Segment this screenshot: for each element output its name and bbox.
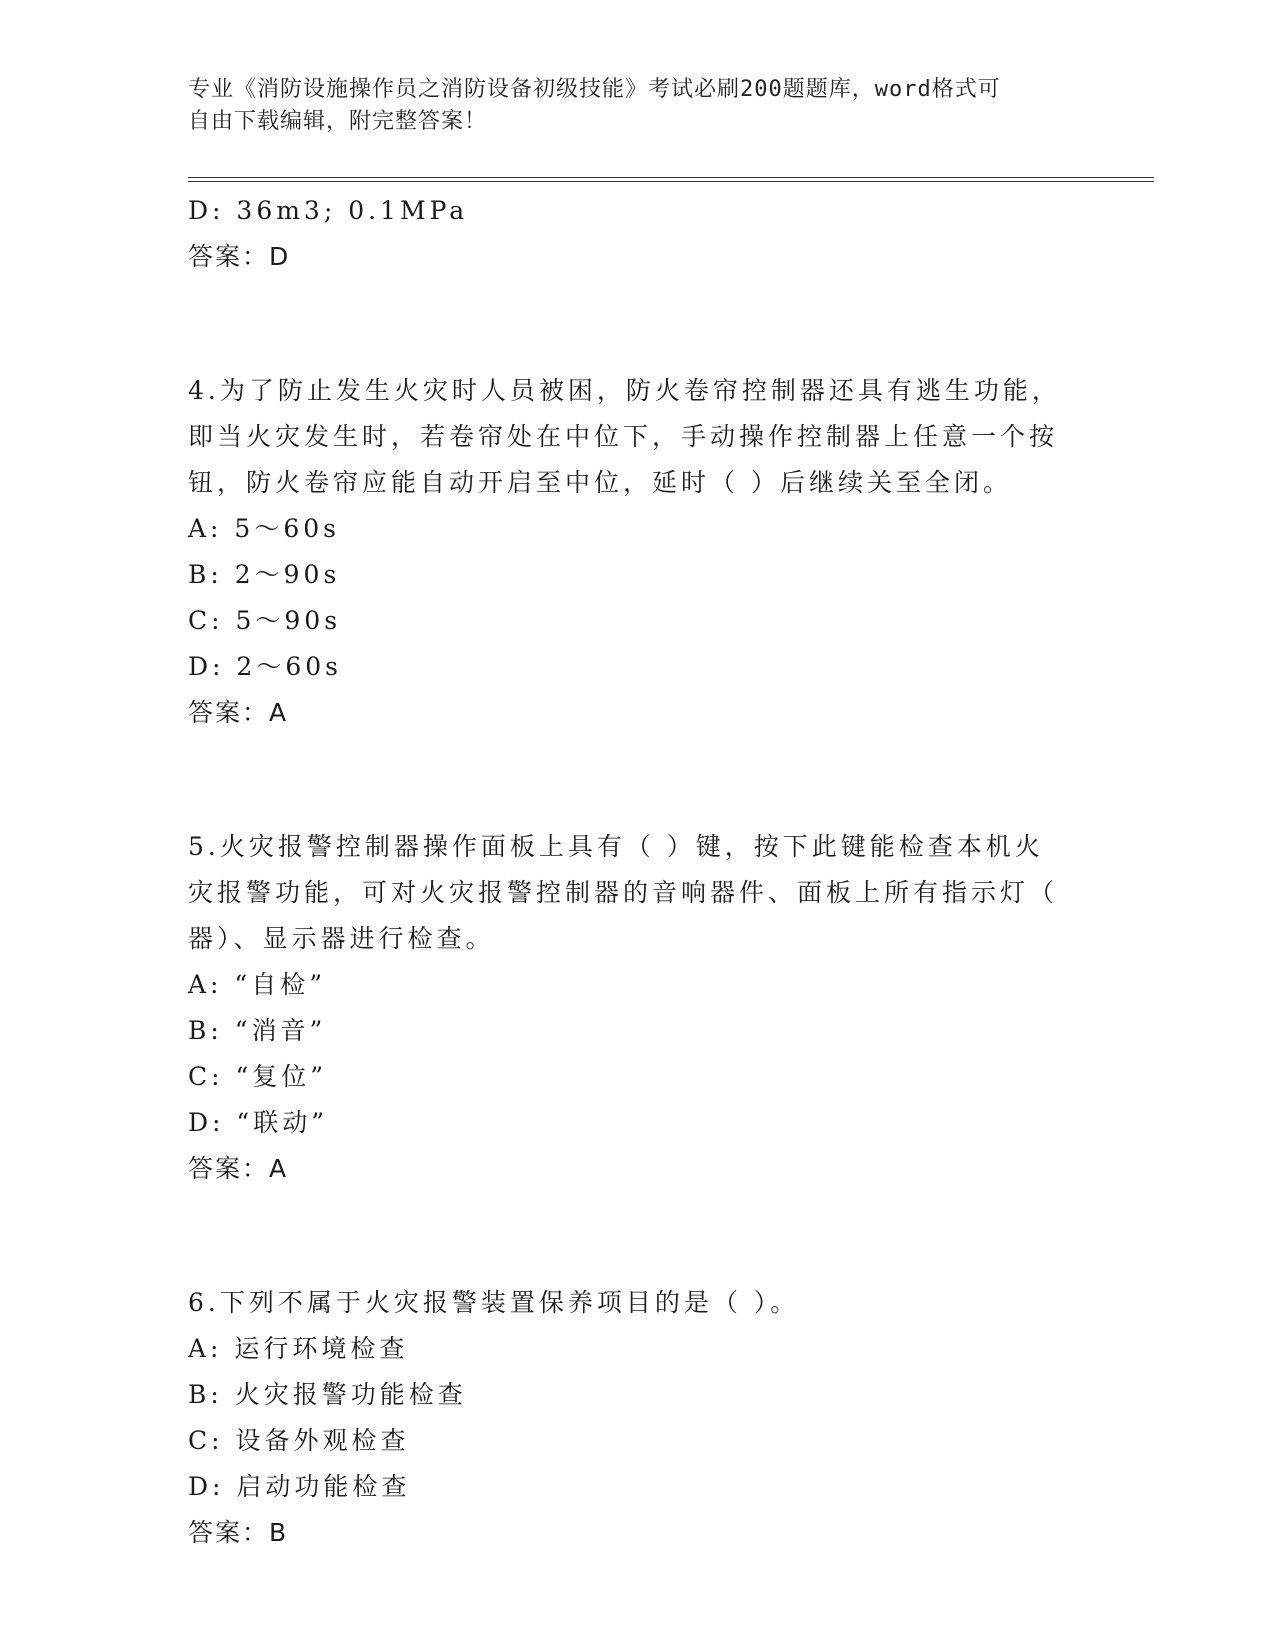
option-c: C: 设备外观检查 — [188, 1426, 410, 1455]
answer-label: 答案：D — [188, 242, 291, 271]
header-divider-bottom — [188, 181, 1154, 182]
option-b: B: 2～90s — [188, 560, 341, 589]
header-divider-top — [188, 177, 1154, 178]
option-a: A: 运行环境检查 — [188, 1334, 409, 1363]
option-d: D: 36m3; 0.1MPa — [188, 196, 469, 225]
answer-label: 答案：A — [188, 698, 289, 727]
question-text-line: 6.下列不属于火灾报警装置保养项目的是（ ）。 — [188, 1288, 800, 1317]
spacer — [188, 280, 1088, 368]
spacer — [188, 736, 1088, 824]
answer-label: 答案：A — [188, 1154, 289, 1183]
header-line-2: 自由下载编辑，附完整答案！ — [188, 109, 488, 134]
option-c: C: “复位” — [188, 1062, 328, 1091]
answer-label: 答案：B — [188, 1518, 289, 1547]
question-text-line: 即当火灾发生时，若卷帘处在中位下，手动操作控制器上任意一个按 — [188, 422, 1059, 451]
option-a: A: 5～60s — [188, 514, 340, 543]
option-c: C: 5～90s — [188, 606, 342, 635]
question-content — [188, 188, 1088, 1556]
option-d: D: 启动功能检查 — [188, 1472, 411, 1501]
question-text-line: 灾报警功能，可对火灾报警控制器的音响器件、面板上所有指示灯（ — [188, 878, 1059, 907]
question-text-line: 器）、显示器进行检查。 — [188, 924, 495, 953]
option-b: B: “消音” — [188, 1016, 327, 1045]
question-text-line: 4.为了防止发生火灾时人员被困，防火卷帘控制器还具有逃生功能， — [188, 376, 1061, 405]
question-3 — [188, 188, 1088, 280]
question-6 — [188, 1280, 1088, 1556]
option-d: D: 2～60s — [188, 652, 342, 681]
option-a: A: “自检” — [188, 970, 326, 999]
question-4 — [188, 368, 1088, 736]
header-line-1: 专业《消防设施操作员之消防设备初级技能》考试必刷200题题库，word格式可 — [188, 77, 1001, 102]
option-b: B: 火灾报警功能检查 — [188, 1380, 467, 1409]
question-text-line: 钮，防火卷帘应能自动开启至中位，延时（ ）后继续关至全闭。 — [188, 468, 1012, 497]
option-d: D: “联动” — [188, 1108, 328, 1137]
page-header — [188, 74, 1088, 138]
spacer — [188, 1192, 1088, 1280]
question-text-line: 5.火灾报警控制器操作面板上具有（ ）键，按下此键能检查本机火 — [188, 832, 1044, 861]
question-5 — [188, 824, 1088, 1192]
